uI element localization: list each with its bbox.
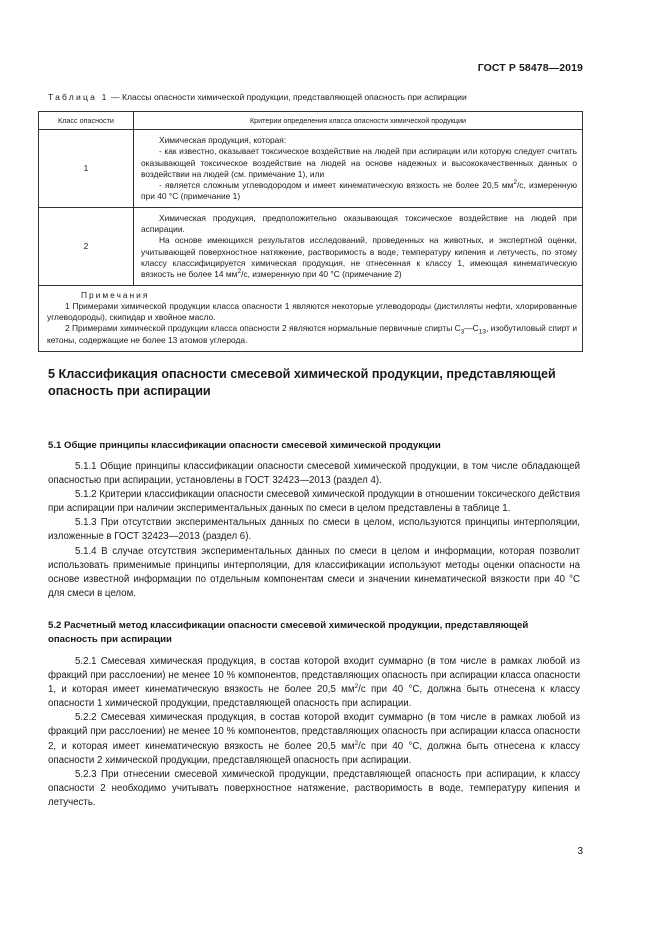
note-text-part: 2 Примерами химической продукции класса опасности 2 являются нормальные первичные спирты С — [65, 323, 461, 334]
paragraph-part: 5.2.2 Смесевая химическая продукция, в состав которой входит суммарно (в том числе в рамках любой из фракций при расслоении) не менее 10 % компонентов, представляющих опасность при аспирации класса опасности 2, и которая имеет кинематическую вязкость не более 20,5 мм — [48, 712, 580, 752]
section-5-heading: 5 Классификация опасности смесевой химической продукции, представляющей опасность при аспирации — [48, 367, 556, 398]
note-1: 1 Примерами химической продукции класса опасности 1 являются некоторые углеводороды (дистилляты нефти, хлорированные углеводороды), скипидар и хвойное масло. — [47, 300, 577, 323]
paragraph-5-2-3: 5.2.3 При отнесении смесевой химической продукции, представляющей опасность при аспирации, к классу опасности 2 необходимо учитывать поверхностное натяжение, растворимость в воде, температуру кипения и летучесть. — [48, 768, 580, 808]
subscript: 3 — [460, 329, 465, 337]
table-header-row — [39, 112, 583, 130]
superscript: 2 — [354, 682, 359, 690]
section-5-2-heading: 5.2 Расчетный метод классификации опасности смесевой химической продукции, представляющей опасность при аспирации — [48, 620, 529, 645]
table-notes-row — [39, 285, 583, 351]
superscript: 2 — [237, 268, 242, 276]
section-5-1-heading: 5.1 Общие принципы классификации опасности смесевой химической продукции — [48, 440, 441, 451]
criteria-text: Химическая продукция, предположительно оказывающая токсическое воздействие на людей при аспирации. — [141, 212, 577, 235]
paragraph-part: /с при 40 °С, должна быть отнесена к классу опасности 1 химической продукции, представляющей опасность при аспирации. — [48, 684, 580, 710]
criteria-text: Химическая продукция, которая: — [159, 135, 287, 145]
note-text-part: —С — [464, 323, 479, 334]
criteria-text-part: /с, измеренную при 40 °С (примечание 1) — [141, 180, 578, 202]
paragraph-5-1-3: 5.1.3 При отсутствии экспериментальных данных по смеси в целом, используются принципы интерполяции, изложенные в ГОСТ 32423—2013 (раздел 6). — [48, 517, 580, 543]
paragraph-5-2-2 — [48, 711, 580, 767]
hazard-class-table — [38, 111, 583, 352]
criteria-text — [141, 235, 577, 280]
table-caption-text: — Классы опасности химической продукции, представляющей опасность при аспирации — [108, 92, 467, 102]
page-number: 3 — [577, 846, 583, 857]
criteria-class-2 — [134, 207, 583, 285]
table-row — [39, 207, 583, 285]
notes-title: Примечания — [81, 289, 150, 300]
criteria-text — [141, 180, 577, 203]
superscript: 2 — [513, 179, 517, 187]
criteria-text-part: - является сложным углеводородом и имеет кинематическую вязкость не более 20,5 мм — [159, 180, 514, 191]
note-2 — [47, 323, 577, 346]
subscript: 13 — [478, 329, 486, 337]
paragraph-5-2-1 — [48, 655, 580, 711]
paragraph-part: 5.2.1 Смесевая химическая продукция, в состав которой входит суммарно (в том числе в рамках любой из фракций при расслоении) не менее 10 % компонентов, представляющих опасность при аспирации класса опасности 1, и которая имеет кинематическую вязкость не более 20,5 мм — [48, 656, 580, 696]
criteria-text-part: На основе имеющихся результатов исследований, проведенных на животных, и экспертной оценки, учитывающей поверхностное натяжение, растворимость в воде, температуру кипения и летучесть, по этому классу классифицируется химическая продукция, не отнесенная к классу 1, имеющая кинематическую вязкость не более 14 мм — [141, 235, 577, 280]
class-number-2: 2 — [39, 207, 134, 285]
criteria-text-part: /с, измеренную при 40 °С (примечание 2) — [241, 269, 402, 280]
paragraph-5-1-4: 5.1.4 В случае отсутствия экспериментальных данных по смеси в целом и информации, которая позволит использовать применимые принципы интерполяции, для классификации используют методы оценки опасности на основе известной информации по отдельным компонентам смеси и значении кинематической вязкости при 40 °С для смеси в целом. — [48, 545, 580, 599]
table-notes — [39, 285, 583, 351]
paragraph-part: /с при 40 °С, должна быть отнесена к классу опасности 2 химической продукции, представляющей опасность при аспирации. — [48, 740, 580, 766]
class-number-1: 1 — [39, 130, 134, 208]
col-header-criteria: Критерии определения класса опасности химической продукции — [134, 112, 583, 130]
section-5-2-body — [48, 655, 580, 810]
document-id-header: ГОСТ Р 58478—2019 — [477, 62, 583, 74]
table-caption-label: Таблица 1 — [48, 92, 109, 102]
criteria-class-1 — [134, 130, 583, 208]
paragraph-5-1-1: 5.1.1 Общие принципы классификации опасности смесевой химической продукции, в том числе обладающей опасностью при аспирации, установлены в ГОСТ 32423—2013 (раздел 4). — [48, 461, 580, 487]
table-caption — [48, 92, 467, 102]
col-header-class: Класс опасности — [39, 112, 134, 130]
note-text-part: , изобутиловый спирт и кетоны, содержащие не более 13 атомов углерода. — [47, 323, 577, 345]
table-row — [39, 130, 583, 208]
superscript: 2 — [354, 739, 359, 747]
section-5-1-body — [48, 460, 580, 601]
criteria-text: - как известно, оказывает токсическое воздействие на людей при аспирации или которую следует считать оказывающей токсическое воздействие на людей на основе надежных и высококачественных данных о воздействии на людей (см. примечание 1), или — [141, 146, 577, 179]
paragraph-5-1-2: 5.1.2 Критерии классификации опасности смесевой химической продукции в отношении токсического действия при аспирации при наличии экспериментальных данных по смеси в целом представлены в таблице 1. — [48, 489, 580, 515]
